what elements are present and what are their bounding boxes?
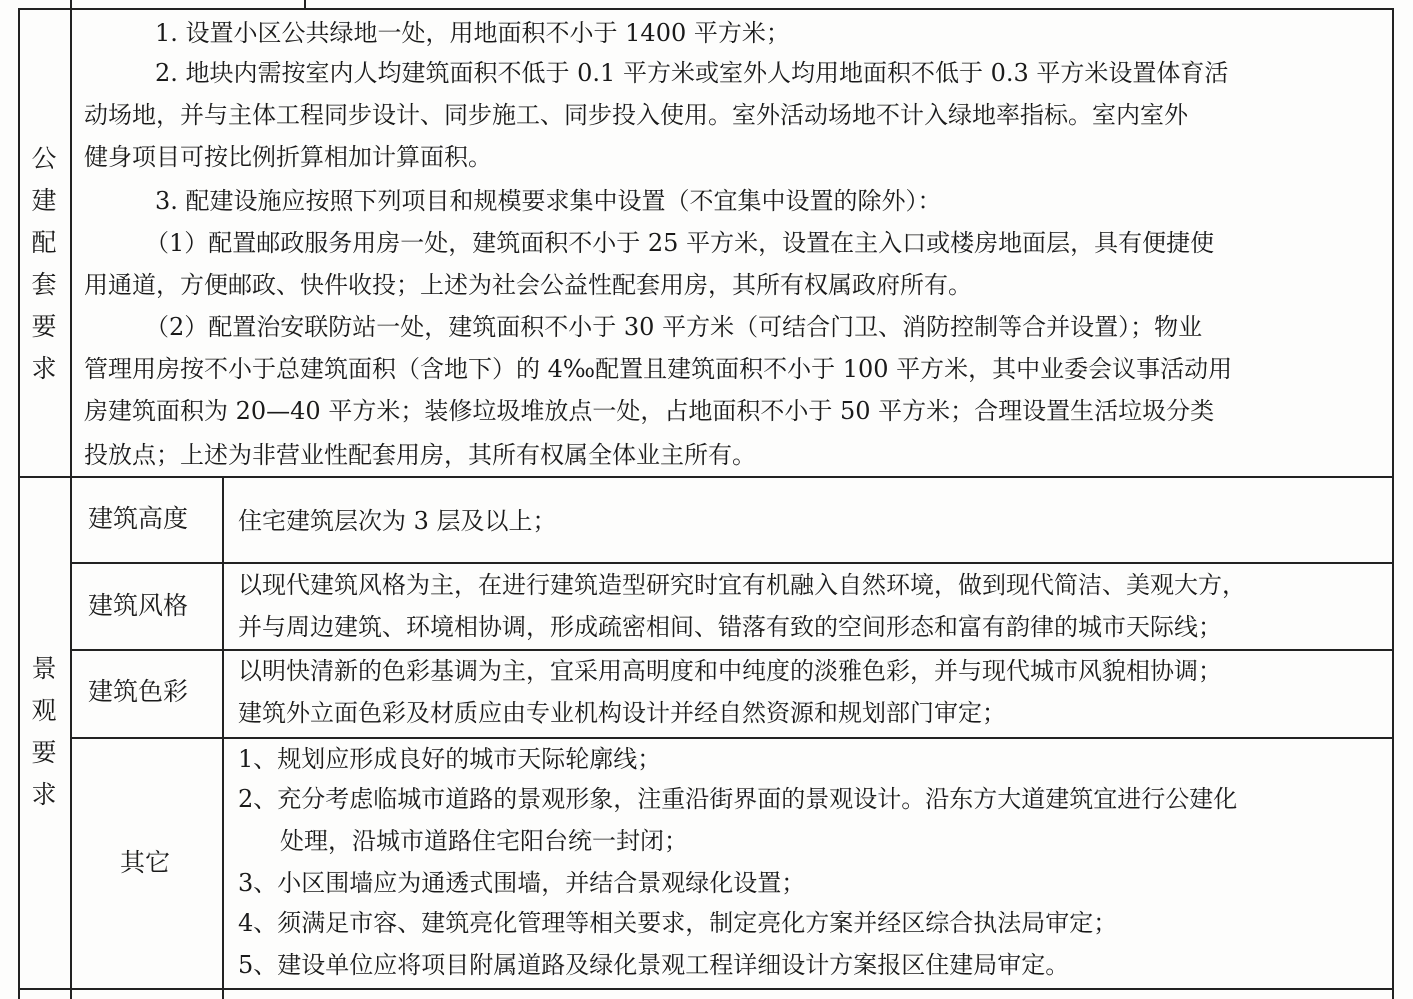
building-style-line-2: 并与周边建筑、环境相协调，形成疏密相间、错落有致的空间形态和富有韵律的城市天际线； [238,613,1222,641]
building-style-label: 建筑风格 [88,591,189,620]
top-stub-line-1 [70,0,72,8]
public-facilities-section-title: 公 建 配 套 要 求 [31,144,57,383]
public-line-6: （1）配置邮政服务用房一处，建筑面积不小于 25 平方米，设置在主入口或楼房地面层，具有便捷使 [145,229,1215,257]
public-line-4: 健身项目可按比例折算相加计算面积。 [84,143,492,171]
top-stub-line-2 [304,0,306,8]
public-line-10: 房建筑面积为 20—40 平方米；装修垃圾堆放点一处，占地面积不小于 50 平方米；合理设置生活垃圾分类 [84,397,1215,425]
public-line-2: 2. 地块内需按室内人均建筑面积不低于 0.1 平方米或室外人均用地面积不低于 0.3 平方米设置体育活 [155,59,1229,87]
public-line-7: 用通道，方便邮政、快件收投；上述为社会公益性配套用房，其所有权属政府所有。 [84,271,972,299]
public-line-5: 3. 配建设施应按照下列项目和规模要求集中设置（不宜集中设置的除外）： [155,187,942,215]
building-color-line-1: 以明快清新的色彩基调为主，宜采用高明度和中纯度的淡雅色彩，并与现代城市风貌相协调； [238,657,1222,685]
building-color-line-2: 建筑外立面色彩及材质应由专业机构设计并经自然资源和规划部门审定； [238,699,1006,727]
other-line-2: 2、充分考虑临城市道路的景观形象，注重沿街界面的景观设计。沿东方大道建筑宜进行公建化 [238,785,1238,813]
table-left-border [18,8,20,999]
table-top-border [18,8,1394,10]
public-line-8: （2）配置治安联防站一处，建筑面积不小于 30 平方米（可结合门卫、消防控制等合并设置）；物业 [145,313,1203,341]
other-line-3: 处理，沿城市道路住宅阳台统一封闭； [280,827,688,855]
table-bottom-row-border [18,988,1394,990]
public-line-9: 管理用房按不小于总建筑面积（含地下）的 4‰配置且建筑面积不小于 100 平方米，其中业委会议事活动用 [84,355,1233,383]
building-height-text: 住宅建筑层次为 3 层及以上； [238,507,557,535]
building-color-label: 建筑色彩 [88,677,189,706]
public-line-3: 动场地，并与主体工程同步设计、同步施工、同步投入使用。室外活动场地不计入绿地率指标。室内室外 [84,101,1188,129]
building-style-line-1: 以现代建筑风格为主，在进行建筑造型研究时宜有机融入自然环境，做到现代简洁、美观大方， [238,571,1246,599]
public-line-11: 投放点；上述为非营业性配套用房，其所有权属全体业主所有。 [84,441,756,469]
other-line-4: 3、小区围墙应为通透式围墙，并结合景观绿化设置； [238,869,806,897]
other-label: 其它 [120,848,171,877]
building-height-label: 建筑高度 [88,504,189,533]
section-divider [18,476,1394,478]
table-right-border [1392,8,1394,999]
other-line-6: 5、建设单位应将项目附属道路及绿化景观工程详细设计方案报区住建局审定。 [238,951,1070,979]
public-line-1: 1. 设置小区公共绿地一处，用地面积不小于 1400 平方米； [155,19,790,47]
other-line-5: 4、须满足市容、建筑亮化管理等相关要求，制定亮化方案并经区综合执法局审定； [238,909,1118,937]
landscape-section-title: 景 观 要 求 [31,654,57,809]
label-column-divider [70,8,72,999]
other-line-1: 1、规划应形成良好的城市天际轮廓线； [238,745,662,773]
